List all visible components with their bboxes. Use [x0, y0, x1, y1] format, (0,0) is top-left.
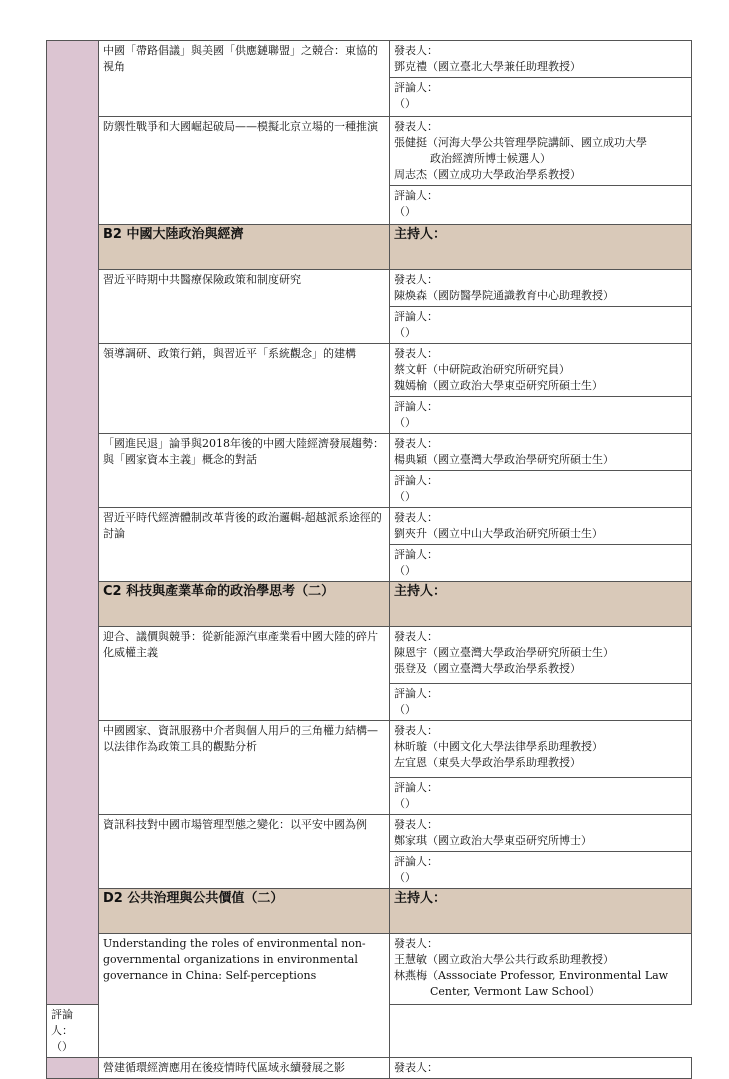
presenter: 陳煥森（國防醫學院通識教育中心助理教授）: [394, 289, 614, 302]
paper-row: [47, 508, 692, 545]
discussant-label: 評論人：: [394, 474, 438, 487]
discussant-cell: [390, 307, 692, 344]
discussant: （）: [394, 871, 416, 884]
discussant-label: 評論人：: [394, 189, 438, 202]
presenter-label: 發表人：: [394, 630, 438, 643]
paper-title: Understanding the roles of environmental non-governmental organizations in environmental governance in China: Self-perceptions: [99, 934, 390, 1058]
discussant-cell: [390, 397, 692, 434]
presenter: 張登及（國立臺灣大學政治學系教授）: [394, 662, 581, 675]
paper-row: [47, 815, 692, 852]
discussant: （）: [394, 205, 416, 218]
paper-row: [47, 434, 692, 471]
presenter-cell: [390, 627, 692, 684]
paper-title: 「國進民退」論爭與2018年後的中國大陸經濟發展趨勢：與「國家資本主義」概念的對話: [99, 434, 390, 508]
paper-title: 防禦性戰爭和大國崛起破局——模擬北京立場的一種推演: [99, 117, 390, 225]
presenter: 陳恩宇（國立臺灣大學政治學研究所碩士生）: [394, 646, 614, 659]
discussant-cell: [390, 778, 692, 815]
presenter-label: 發表人：: [394, 724, 438, 737]
discussant: （）: [394, 564, 416, 577]
discussant-cell: [390, 545, 692, 582]
session-host: 主持人：: [390, 582, 692, 627]
presenter: 魏嫣榆（國立政治大學東亞研究所碩士生）: [394, 379, 603, 392]
discussant-label: 評論人：: [394, 81, 438, 94]
paper-row: [47, 117, 692, 186]
discussant-label: 評論人：: [394, 310, 438, 323]
discussant-label: 評論人：: [394, 687, 438, 700]
paper-row: [47, 344, 692, 397]
session-host: 主持人：: [390, 225, 692, 270]
presenter: 左宜恩（東吳大學政治學系助理教授）: [394, 756, 581, 769]
side-column: [47, 41, 99, 1005]
paper-row: [47, 934, 692, 1005]
discussant-cell: [390, 78, 692, 117]
session-header: [47, 889, 692, 934]
paper-title: 迎合、議價與競爭：從新能源汽車產業看中國大陸的碎片化威權主義: [99, 627, 390, 721]
presenter-continued: 政治經濟所博士候選人）: [430, 152, 551, 165]
presenter-cell: [390, 721, 692, 778]
presenter-label: 發表人：: [394, 818, 438, 831]
paper-title: 中國國家、資訊服務中介者與個人用戶的三角權力結構—以法律作為政策工具的觀點分析: [99, 721, 390, 815]
presenter-label: 發表人：: [394, 511, 438, 524]
paper-row: [47, 41, 692, 78]
presenter-continued: Center, Vermont Law School）: [430, 985, 601, 998]
paper-row: [47, 270, 692, 307]
presenter-cell: [390, 270, 692, 307]
session-host: 主持人：: [390, 889, 692, 934]
discussant-label: 評論人：: [394, 548, 438, 561]
presenter-label: 發表人：: [394, 937, 438, 950]
presenter-cell: [390, 1058, 692, 1079]
discussant: （）: [394, 703, 416, 716]
presenter-cell: [390, 934, 692, 1005]
discussant-cell: [390, 186, 692, 225]
discussant-label: 評論人：: [51, 1008, 73, 1037]
session-header: [47, 582, 692, 627]
discussant-label: 評論人：: [394, 400, 438, 413]
discussant-label: 評論人：: [394, 855, 438, 868]
presenter-label: 發表人：: [394, 273, 438, 286]
presenter-cell: [390, 434, 692, 471]
discussant-label: 評論人：: [394, 781, 438, 794]
session-title: D2 公共治理與公共價值（二）: [99, 889, 390, 934]
paper-title: 習近平時期中共醫療保險政策和制度研究: [99, 270, 390, 344]
discussant: （）: [394, 97, 416, 110]
presenter: 鄭家琪（國立政治大學東亞研究所博士）: [394, 834, 592, 847]
discussant-cell: [47, 1005, 99, 1058]
session-title: C2 科技與產業革命的政治學思考（二）: [99, 582, 390, 627]
session-header: [47, 225, 692, 270]
discussant-cell: [390, 684, 692, 721]
discussant: （）: [394, 326, 416, 339]
paper-title: 領導調研、政策行銷，與習近平「系統觀念」的建構: [99, 344, 390, 434]
schedule-table: [46, 40, 692, 1079]
presenter: 蔡文軒（中研院政治研究所研究員）: [394, 363, 570, 376]
presenter-label: 發表人：: [394, 1061, 438, 1074]
presenter-cell: [390, 344, 692, 397]
presenter-cell: [390, 41, 692, 78]
paper-title: 營建循環經濟應用在後疫情時代區域永續發展之影: [99, 1058, 390, 1079]
presenter: 周志杰（國立成功大學政治學系教授）: [394, 168, 581, 181]
presenter-label: 發表人：: [394, 437, 438, 450]
presenter: 楊典穎（國立臺灣大學政治學研究所碩士生）: [394, 453, 614, 466]
presenter-cell: [390, 815, 692, 852]
paper-title: 資訊科技對中國市場管理型態之變化：以平安中國為例: [99, 815, 390, 889]
paper-row: [47, 1058, 692, 1079]
presenter-label: 發表人：: [394, 44, 438, 57]
presenter: 王慧敏（國立政治大學公共行政系助理教授）: [394, 953, 614, 966]
paper-title: 習近平時代經濟體制改革背後的政治邏輯-超越派系途徑的討論: [99, 508, 390, 582]
paper-title: 中國「帶路倡議」與美國「供應鏈聯盟」之競合：東協的視角: [99, 41, 390, 117]
discussant-cell: [390, 852, 692, 889]
paper-row: [47, 721, 692, 778]
discussant: （）: [51, 1040, 73, 1053]
presenter: 林燕梅（Asssociate Professor, Environmental Law: [394, 969, 669, 982]
discussant: （）: [394, 490, 416, 503]
presenter: 劉夾升（國立中山大學政治研究所碩士生）: [394, 527, 603, 540]
presenter-cell: [390, 508, 692, 545]
presenter-label: 發表人：: [394, 120, 438, 133]
presenter: 鄧克禮（國立臺北大學兼任助理教授）: [394, 60, 581, 73]
presenter: 張健挺（河海大學公共管理學院講師、國立成功大學: [394, 136, 647, 149]
presenter-label: 發表人：: [394, 347, 438, 360]
presenter-cell: [390, 117, 692, 186]
side-column: [47, 1058, 99, 1079]
paper-row: [47, 627, 692, 684]
session-title: B2 中國大陸政治與經濟: [99, 225, 390, 270]
presenter: 林昕璇（中國文化大學法律學系助理教授）: [394, 740, 603, 753]
discussant-cell: [390, 471, 692, 508]
discussant: （）: [394, 416, 416, 429]
discussant: （）: [394, 797, 416, 810]
